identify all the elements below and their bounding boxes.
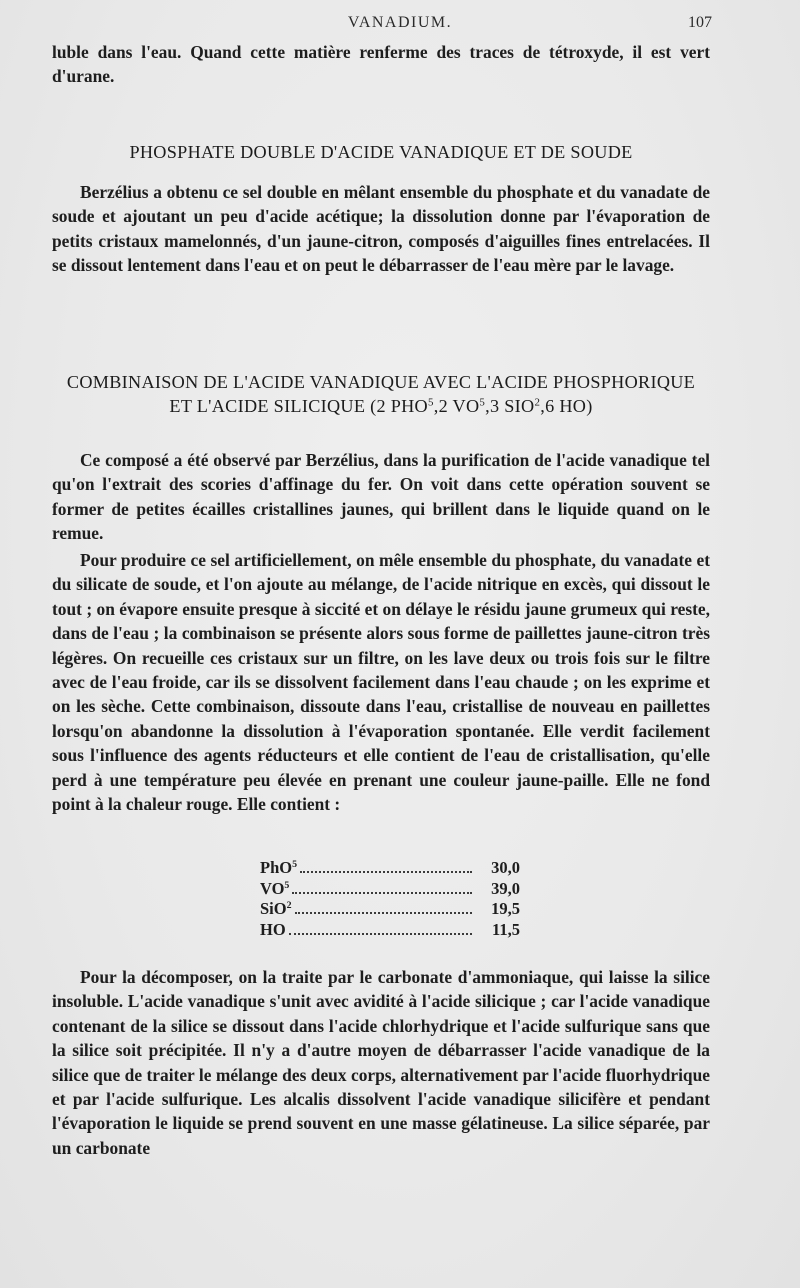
heading-text: ET L'ACIDE SILICIQUE (2 PHO xyxy=(169,396,428,416)
formula-base: HO xyxy=(260,919,286,939)
superscript: 2 xyxy=(534,396,541,409)
superscript: 5 xyxy=(284,879,290,891)
composition-table xyxy=(260,858,520,940)
heading-text: ,2 VO xyxy=(433,396,480,416)
superscript: 5 xyxy=(479,396,486,409)
dot-leader xyxy=(295,911,472,914)
composition-row xyxy=(260,879,520,900)
dot-leader xyxy=(300,870,472,873)
section-heading-phosphate-double: PHOSPHATE DOUBLE D'ACIDE VANADIQUE ET DE SOUDE xyxy=(129,142,633,162)
composition-value: 30,0 xyxy=(491,858,520,877)
heading-text: ,3 SIO xyxy=(485,396,535,416)
composition-row xyxy=(260,920,520,941)
composition-value: 39,0 xyxy=(491,878,520,898)
section-heading-combinaison xyxy=(52,370,710,418)
formula-base: SiO xyxy=(260,899,287,918)
dot-leader xyxy=(292,891,472,894)
superscript: 5 xyxy=(428,396,434,409)
heading-line-1: COMBINAISON DE L'ACIDE VANADIQUE AVEC L'ACIDE PHOSPHORIQUE xyxy=(66,372,696,392)
composition-row xyxy=(260,899,520,920)
running-title: VANADIUM. xyxy=(347,14,453,31)
heading-text: ,6 HO) xyxy=(540,396,593,416)
section-phosphate-paragraph: Berzélius a obtenu ce sel double en mêlant ensemble du phosphate et du vanadate de soude et ajoutant un peu d'acide acétique; la dissolution donne par l'évaporation de petits cristaux mamelonnés, d'un jaune-citron, composés d'aiguilles fines entrelacées. Il se dissout lentement dans l'eau et on peut le débarrasser de l'eau mère par le lavage. xyxy=(52,182,710,276)
composition-value: 19,5 xyxy=(491,899,520,918)
composition-value: 11,5 xyxy=(492,919,520,939)
dot-leader xyxy=(289,932,472,935)
formula-base: PhO xyxy=(260,858,293,877)
section-combinaison-paragraph-2: Pour produire ce sel artificiellement, on mêle ensemble du phosphate, du vanadate et du silicate de soude, et l'on ajoute au mélange, de l'acide nitrique en excès, qui dissout le tout ; on évapore ensuite presque à siccité et on délaye le résidu jaune grumeux qui reste, dans de l'eau ; la combinaison se présente alors sous forme de paillettes jaune-citron très légères. On recueille ces cristaux sur un filtre, on les lave deux ou trois fois sur le filtre avec de l'eau froide, car ils se dissolvent facilement dans l'eau chaude ; on les exprime et on les sèche. Cette combinaison, dissoute dans l'eau, cristallise de nouveau en paillettes lorsqu'on abandonne la dissolution à l'évaporation spontanée. Elle verdit facilement sous l'influence des agents réducteurs et elle contient de l'eau de cristallisation, qu'elle perd à une température peu élevée en prenant une couleur jaune-paille. Elle ne fond point à la chaleur rouge. Elle contient : xyxy=(52,550,710,815)
intro-paragraph: luble dans l'eau. Quand cette matière renferme des traces de tétroxyde, il est vert d'urane. xyxy=(52,42,710,87)
running-head xyxy=(0,12,800,36)
closing-paragraph: Pour la décomposer, on la traite par le carbonate d'ammoniaque, qui laisse la silice insoluble. L'acide vanadique s'unit avec avidité à l'acide silicique ; car l'acide vanadique contenant de la silice se dissout dans l'acide chlorhydrique et l'acide sulfurique sans que la silice soit précipitée. Il n'y a d'autre moyen de débarrasser l'acide vanadique de la silice que de traiter le mélange des deux corps, alternativement par l'acide fluorhydrique et par l'acide sulfurique. Les alcalis dissolvent l'acide vanadique silicifère et pendant l'évaporation le liquide se prend souvent en une masse gélatineuse. La silice séparée, par un carbonate xyxy=(52,967,710,1158)
composition-row xyxy=(260,858,520,879)
formula-base: VO xyxy=(260,878,285,898)
superscript: 2 xyxy=(286,900,292,912)
section-combinaison-paragraph-1: Ce composé a été observé par Berzélius, dans la purification de l'acide vanadique tel qu'on l'extrait des scories d'affinage du fer. On voit dans cette opération souvent se former de petites écailles cristallines jaunes, qui brillent dans le liquide quand on le remue. xyxy=(52,450,710,544)
superscript: 5 xyxy=(292,859,298,871)
composition-label xyxy=(260,899,292,920)
page-number: 107 xyxy=(688,14,712,31)
heading-line-2 xyxy=(169,396,592,416)
composition-label xyxy=(260,879,289,900)
composition-label xyxy=(260,858,297,879)
composition-label xyxy=(260,920,286,941)
